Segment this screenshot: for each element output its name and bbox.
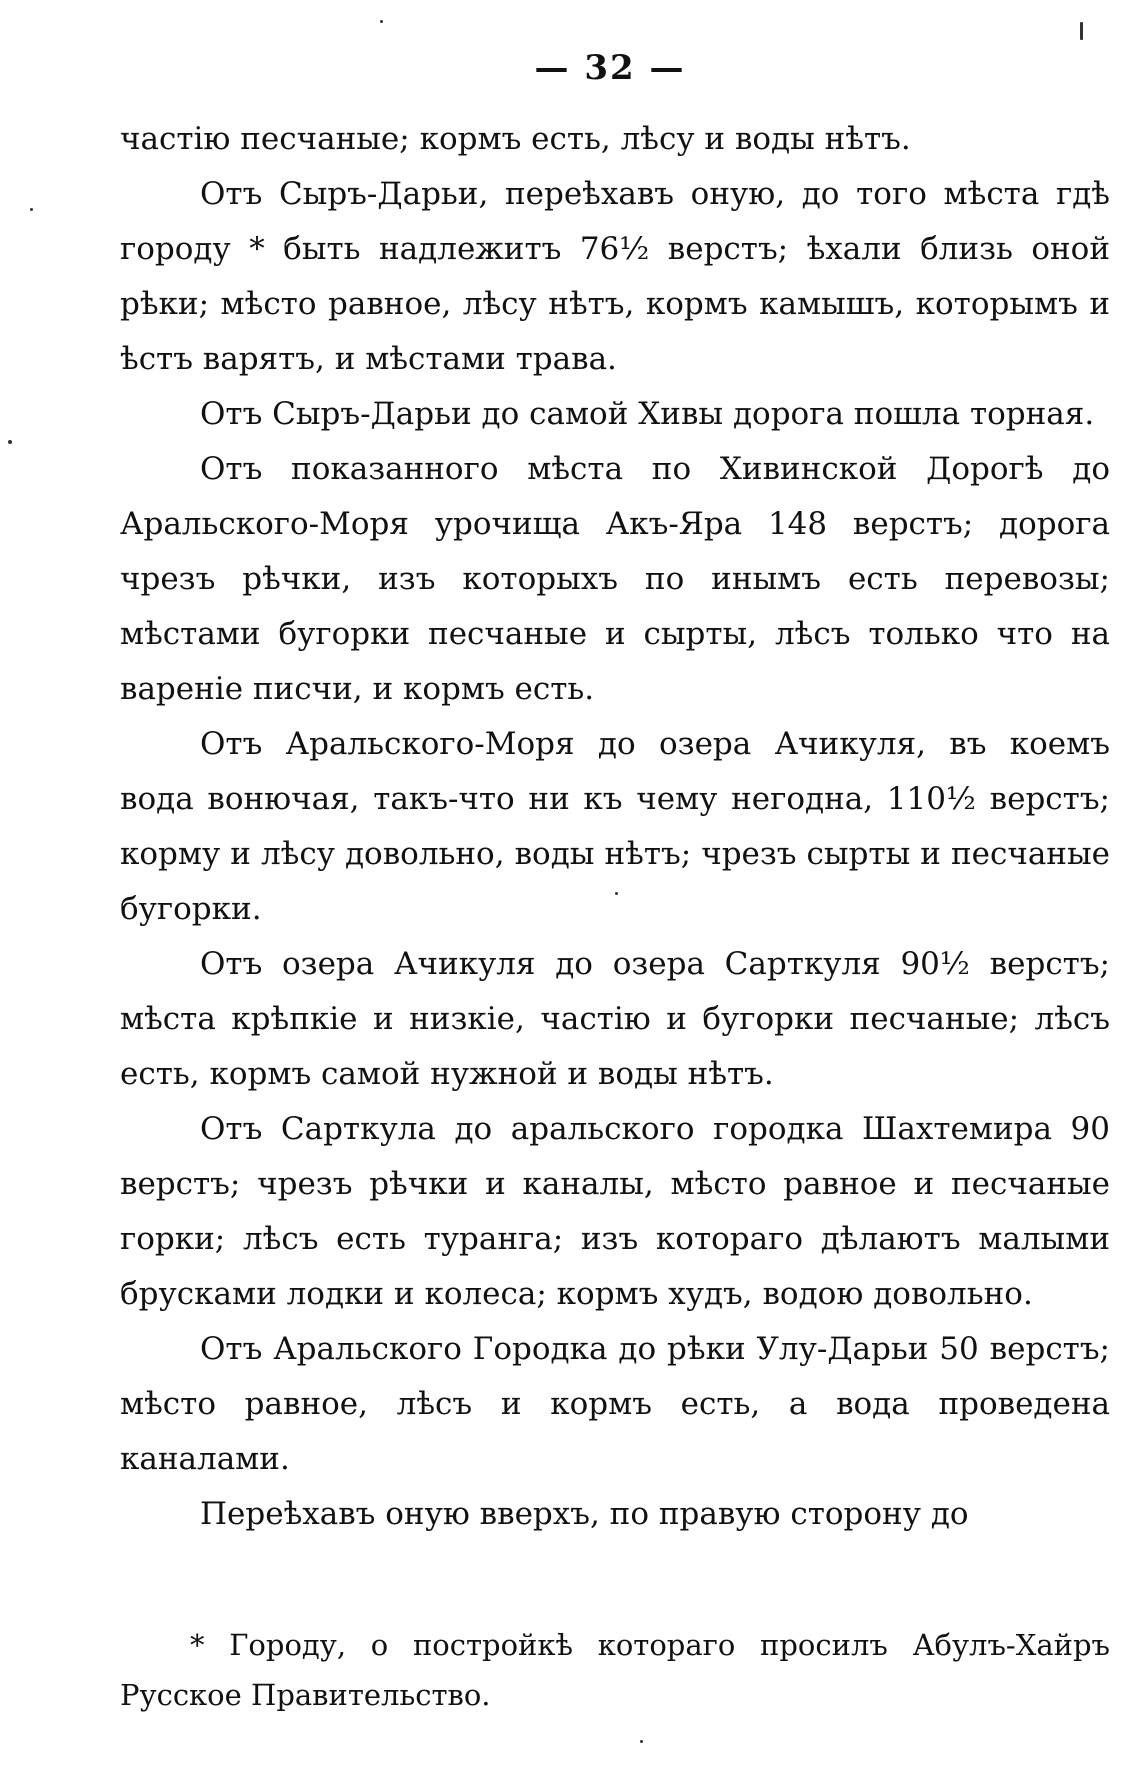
paragraph-4: Отъ показанного мѣста по Хивинской Дорогѣ до Аральского-Моря урочища Акъ-Яра 148 верстъ; дорога чрезъ рѣчки, изъ которыхъ по инымъ есть перевозы; мѣстами бугорки песчаные и сырты, лѣсъ только что на вареніе писчи, и кормъ есть. [120, 451, 1110, 707]
print-speck [1080, 22, 1083, 40]
body-text [120, 112, 1110, 1542]
paragraph-2: Отъ Сыръ-Дарьи, переѣхавъ оную, до того мѣста гдѣ городу * быть надлежитъ 76½ верстъ; ѣхали близь оной рѣки; мѣсто равное, лѣсу нѣтъ, кормъ камышъ, которымъ и ѣстъ варятъ, и мѣстами трава. [120, 176, 1110, 377]
page-number: — 32 — [534, 48, 686, 88]
paragraph-5: Отъ Аральского-Моря до озера Ачикуля, въ коемъ вода вонючая, такъ-что ни къ чему негодна, 110½ верстъ; корму и лѣсу довольно, воды нѣтъ; чрезъ сырты и песчаные бугорки. [120, 726, 1110, 927]
paragraph-1: частію песчаные; кормъ есть, лѣсу и воды нѣтъ. [120, 121, 911, 157]
paragraph-6: Отъ озера Ачикуля до озера Сарткуля 90½ верстъ; мѣста крѣпкіе и низкіе, частію и бугорки песчаные; лѣсъ есть, кормъ самой нужной и воды нѣтъ. [120, 946, 1110, 1092]
print-speck [8, 440, 12, 444]
print-speck [30, 208, 33, 211]
print-speck [380, 20, 383, 23]
footnote: * Городу, о постройкѣ котораго просилъ Абулъ-Хайръ Русское Правительство. [120, 1628, 1110, 1712]
print-speck [640, 1740, 643, 1743]
paragraph-7: Отъ Сарткула до аральского городка Шахтемира 90 верстъ; чрезъ рѣчки и каналы, мѣсто равное и песчаные горки; лѣсъ есть туранга; изъ котораго дѣлаютъ малыми брусками лодки и колеса; кормъ худъ, водою довольно. [120, 1111, 1110, 1312]
paragraph-3: Отъ Сыръ-Дарьи до самой Хивы дорога пошла торная. [200, 396, 1095, 432]
paragraph-8: Отъ Аральского Городка до рѣки Улу-Дарьи 50 верстъ; мѣсто равное, лѣсъ и кормъ есть, а вода проведена каналами. [120, 1331, 1110, 1477]
paragraph-9: Переѣхавъ оную вверхъ, по правую сторону до [200, 1496, 969, 1532]
print-speck [615, 892, 618, 895]
